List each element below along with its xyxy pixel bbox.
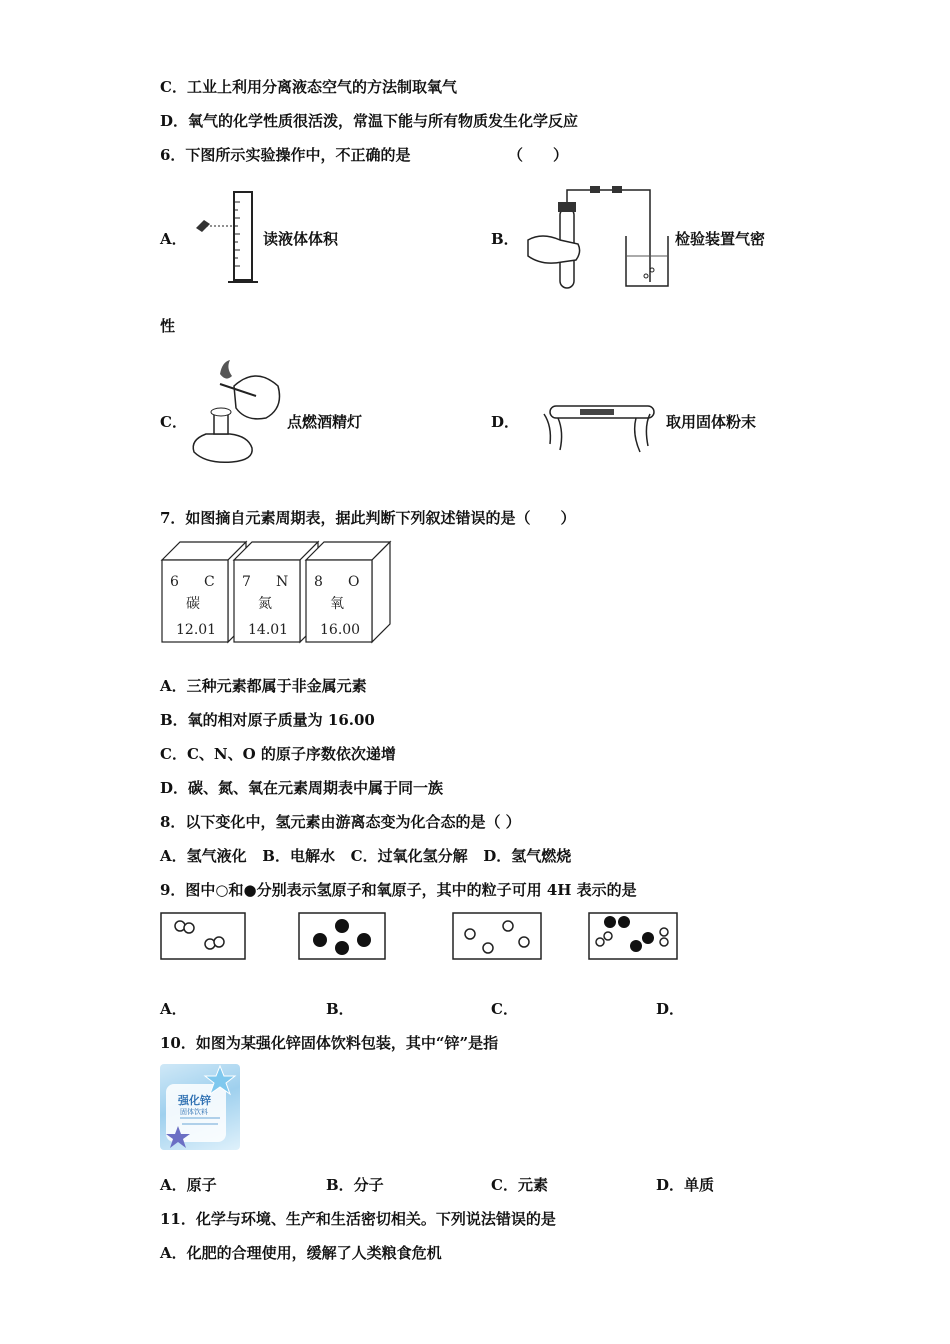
q6-answer-paren: （ ）	[508, 146, 569, 164]
airtightness-apparatus-figure	[522, 180, 672, 292]
element-n-mass: 14.01	[248, 622, 289, 638]
alcohol-lamp-figure	[186, 356, 286, 468]
q11-option-a: A．化肥的合理使用，缓解了人类粮食危机	[160, 1244, 442, 1262]
element-c-symbol: C	[204, 574, 215, 590]
q9-label-c: C．	[491, 1000, 518, 1018]
element-o-number: 8	[314, 574, 323, 590]
particle-box-d	[588, 910, 678, 962]
q11-stem: 11．化学与环境、生产和生活密切相关。下列说法错误的是	[160, 1210, 556, 1228]
element-c-mass: 12.01	[176, 622, 217, 638]
test-tube-powder-figure	[540, 396, 665, 456]
element-n-symbol: N	[276, 574, 289, 590]
graduated-cylinder-figure	[190, 188, 270, 288]
element-c-number: 6	[170, 574, 179, 590]
q10-stem: 10．如图为某强化锌固体饮料包装，其中“锌”是指	[160, 1034, 499, 1052]
element-c-name: 碳	[186, 596, 200, 612]
particle-box-a	[160, 912, 246, 960]
q8-options: A．氢气液化 B．电解水 C．过氧化氢分解 D．氢气燃烧	[160, 847, 572, 865]
q7-option-d: D．碳、氮、氧在元素周期表中属于同一族	[160, 779, 444, 797]
q8-stem: 8．以下变化中，氢元素由游离态变为化合态的是（ ）	[160, 813, 521, 831]
package-title: 强化锌	[178, 1094, 211, 1107]
q6-b-text-wrap: 性	[160, 317, 176, 335]
q7-option-a: A．三种元素都属于非金属元素	[160, 677, 367, 695]
q7-option-c: C．C、N、O 的原子序数依次递增	[160, 745, 396, 763]
q6-b-text: 检验装置气密	[675, 230, 766, 248]
q5-option-d: D．氧气的化学性质很活泼，常温下能与所有物质发生化学反应	[160, 112, 579, 130]
q9-stem: 9．图中○和●分别表示氢原子和氧原子，其中的粒子可用 4H 表示的是	[160, 881, 637, 899]
periodic-table-excerpt	[160, 540, 395, 644]
q10-option-d: D．单质	[656, 1176, 715, 1194]
q6-c-letter: C．	[160, 413, 187, 431]
particle-box-b	[298, 912, 386, 960]
q7-stem: 7．如图摘自元素周期表，据此判断下列叙述错误的是（ ）	[160, 509, 576, 527]
q6-stem: 6．下图所示实验操作中，不正确的是	[160, 146, 411, 164]
element-o-name: 氧	[330, 596, 344, 612]
q7-option-b: B．氧的相对原子质量为 16.00	[160, 711, 375, 729]
q5-option-c: C．工业上利用分离液态空气的方法制取氧气	[160, 78, 457, 96]
q10-option-b: B．分子	[326, 1176, 384, 1194]
q6-d-letter: D．	[491, 413, 520, 431]
package-subtitle: 固体饮料	[180, 1108, 208, 1116]
q6-a-letter: A．	[160, 230, 187, 248]
q9-label-b: B．	[326, 1000, 354, 1018]
q10-option-a: A．原子	[160, 1176, 217, 1194]
q6-b-letter: B．	[491, 230, 519, 248]
zinc-drink-package	[160, 1064, 240, 1150]
element-n-number: 7	[242, 574, 251, 590]
q9-label-a: A．	[160, 1000, 187, 1018]
particle-box-c	[452, 912, 542, 964]
q6-a-text: 读液体体积	[263, 230, 339, 248]
element-o-symbol: O	[348, 574, 360, 590]
element-n-name: 氮	[258, 596, 272, 612]
q6-c-text: 点燃酒精灯	[287, 413, 363, 431]
q10-option-c: C．元素	[491, 1176, 548, 1194]
q6-d-text: 取用固体粉末	[666, 413, 757, 431]
element-o-mass: 16.00	[320, 622, 361, 638]
q9-label-d: D．	[656, 1000, 685, 1018]
